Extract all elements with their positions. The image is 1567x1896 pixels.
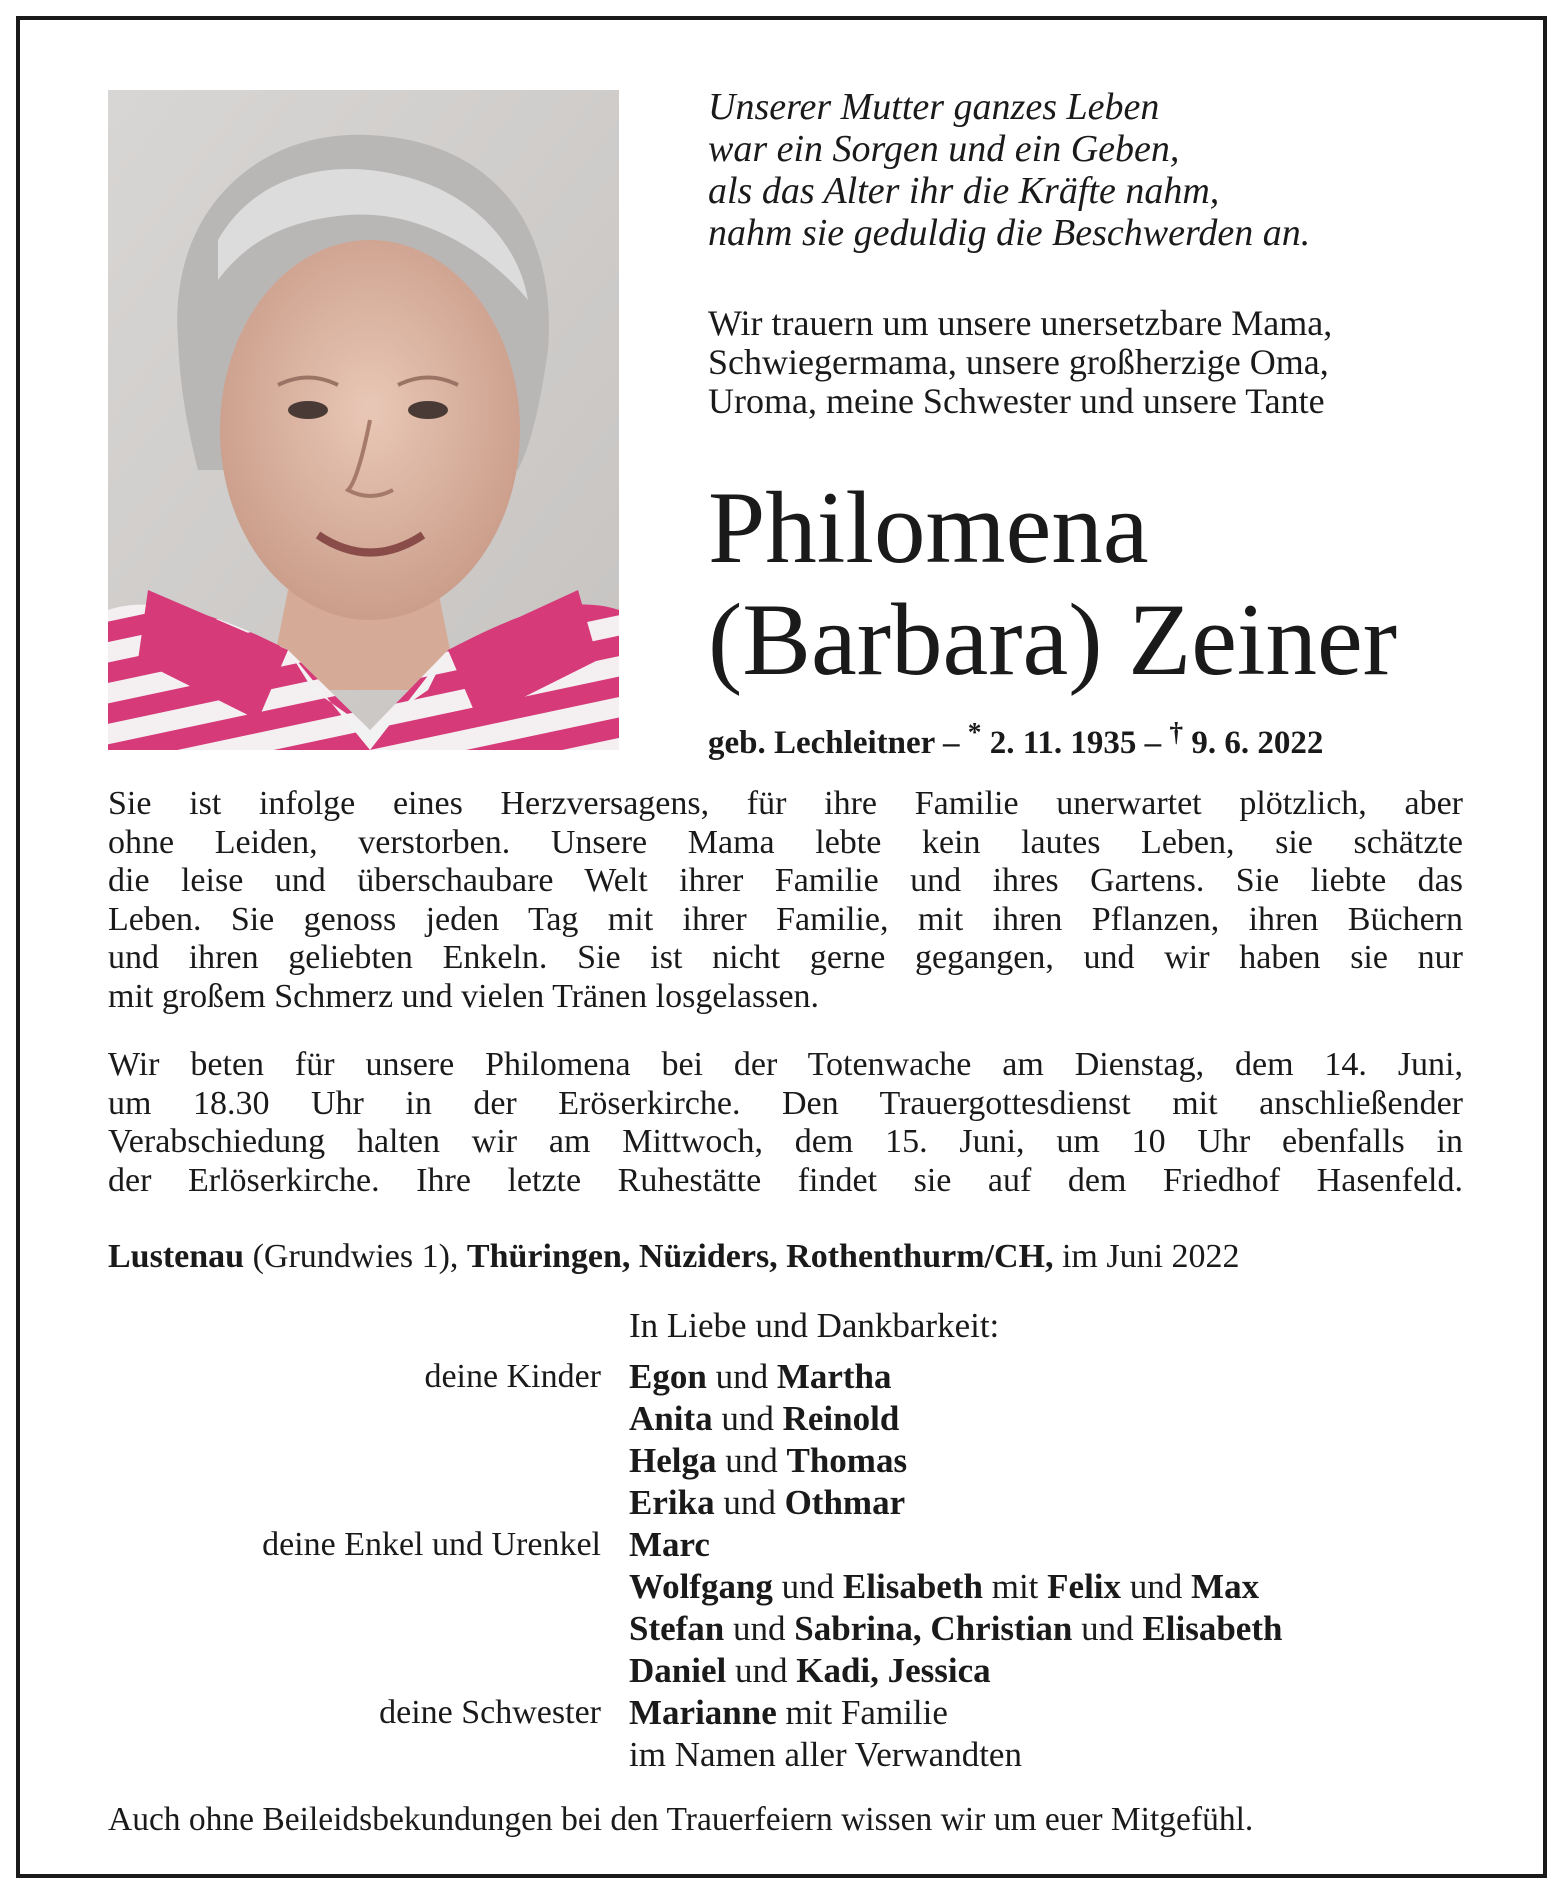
connector: mit Familie	[776, 1693, 948, 1732]
grandchildren-row	[629, 1566, 1259, 1608]
grandchild-name: Kadi, Jessica	[796, 1651, 991, 1690]
mourning-line: Schwiegermama, unsere großherzige Oma,	[708, 342, 1329, 382]
text-line: ohne Leiden, verstorben. Unsere Mama lebte kein lautes Leben, sie schätzte	[108, 823, 1463, 861]
portrait-photo	[108, 90, 619, 750]
connector: und	[706, 1357, 777, 1396]
obituary-paragraph-2	[108, 1046, 1463, 1200]
child-name: Egon	[629, 1357, 707, 1396]
life-dates	[708, 712, 1323, 763]
poem-line: Unserer Mutter ganzes Leben	[708, 86, 1160, 128]
poem-line: als das Alter ihr die Kräfte nahm,	[708, 170, 1220, 212]
text-line: mit großem Schmerz und vielen Tränen losgelassen.	[108, 977, 820, 1015]
sister-label: deine Schwester	[379, 1694, 601, 1731]
born-symbol: *	[967, 716, 982, 747]
grandchild-name: Elisabeth	[842, 1567, 983, 1606]
deceased-name	[708, 472, 1508, 696]
grandchildren-label: deine Enkel und Urenkel	[262, 1526, 601, 1563]
text-line: um 18.30 Uhr in der Eröserkirche. Den Trauergottesdienst mit anschließender	[108, 1084, 1463, 1122]
spouse-name: Thomas	[786, 1441, 908, 1480]
name-line-1: Philomena	[708, 471, 1149, 585]
dash: –	[934, 725, 968, 761]
grandchildren-row	[629, 1608, 1282, 1650]
mourning-statement	[708, 304, 1508, 421]
sister-row	[629, 1692, 948, 1734]
grandchildren-row	[629, 1524, 710, 1566]
closing-note: Auch ohne Beileidsbekundungen bei den Trauerfeiern wissen wir um euer Mitgefühl.	[108, 1801, 1254, 1838]
child-name: Anita	[629, 1399, 713, 1438]
name-line-2: (Barbara) Zeiner	[708, 583, 1398, 697]
text-line: Sie ist infolge eines Herzversagens, für ihre Familie unerwartet plötzlich, aber	[108, 785, 1463, 822]
connector: und	[772, 1567, 843, 1606]
text-line: und ihren geliebten Enkeln. Sie ist nicht gerne gegangen, und wir haben sie nur	[108, 939, 1463, 976]
text-line: die leise und überschaubare Welt ihrer Familie und ihres Gartens. Sie liebte das	[108, 862, 1463, 899]
died-symbol: †	[1169, 716, 1184, 747]
child-name: Helga	[629, 1441, 717, 1480]
other-places: Thüringen, Nüziders, Rothenthurm/CH,	[466, 1238, 1054, 1275]
birth-date: 2. 11. 1935	[981, 725, 1137, 761]
grandchildren-row	[629, 1650, 991, 1692]
text-line: Wir beten für unsere Philomena bei der Totenwache am Dienstag, dem 14. Juni,	[108, 1046, 1463, 1083]
grandchild-name: Elisabeth	[1142, 1609, 1283, 1648]
dash: –	[1136, 725, 1170, 761]
spouse-name: Reinold	[782, 1399, 900, 1438]
relatives-line: im Namen aller Verwandten	[629, 1735, 1022, 1774]
address: (Grundwies 1),	[244, 1238, 467, 1275]
grandchild-name: Wolfgang	[629, 1567, 773, 1606]
town: Lustenau	[108, 1238, 245, 1275]
spouse-name: Martha	[776, 1357, 892, 1396]
connector: und	[724, 1609, 795, 1648]
maiden-name: geb. Lechleitner	[708, 725, 935, 761]
connector: und	[714, 1483, 785, 1522]
connector: mit	[982, 1567, 1048, 1606]
family-intro: In Liebe und Dankbarkeit:	[629, 1306, 1000, 1345]
connector: und	[712, 1399, 783, 1438]
children-row	[629, 1440, 907, 1482]
grandchild-name: Max	[1191, 1567, 1260, 1606]
place-and-date	[108, 1237, 1463, 1277]
text-line: der Erlöserkirche. Ihre letzte Ruhestätte findet sie auf dem Friedhof Hasenfeld.	[108, 1161, 1463, 1199]
poem-line: nahm sie geduldig die Beschwerden an.	[708, 212, 1311, 254]
portrait-image	[108, 90, 619, 750]
child-name: Erika	[629, 1483, 715, 1522]
connector: und	[716, 1441, 787, 1480]
poem	[708, 86, 1508, 254]
obituary-paragraph-1	[108, 785, 1463, 1016]
grandchild-name: Sabrina, Christian	[794, 1609, 1073, 1648]
grandchild-name: Marc	[629, 1525, 710, 1564]
poem-line: war ein Sorgen und ein Geben,	[708, 128, 1180, 170]
mourning-line: Uroma, meine Schwester und unsere Tante	[708, 381, 1325, 421]
connector: und	[1121, 1567, 1192, 1606]
connector: und	[1072, 1609, 1143, 1648]
grandchild-name: Felix	[1047, 1567, 1122, 1606]
children-row	[629, 1356, 892, 1398]
mourning-line: Wir trauern um unsere unersetzbare Mama,	[708, 303, 1333, 343]
text-line: Verabschiedung halten wir am Mittwoch, dem 15. Juni, um 10 Uhr ebenfalls in	[108, 1123, 1463, 1160]
children-label: deine Kinder	[424, 1358, 601, 1395]
spouse-name: Othmar	[784, 1483, 906, 1522]
death-date: 9. 6. 2022	[1183, 725, 1324, 761]
sister-name: Marianne	[629, 1693, 777, 1732]
grandchild-name: Daniel	[629, 1651, 727, 1690]
text-line: Leben. Sie genoss jeden Tag mit ihrer Familie, mit ihren Pflanzen, ihren Büchern	[108, 900, 1463, 938]
children-row	[629, 1482, 905, 1524]
grandchild-name: Stefan	[629, 1609, 725, 1648]
children-row	[629, 1398, 899, 1440]
date-line: im Juni 2022	[1053, 1238, 1240, 1275]
connector: und	[726, 1651, 797, 1690]
